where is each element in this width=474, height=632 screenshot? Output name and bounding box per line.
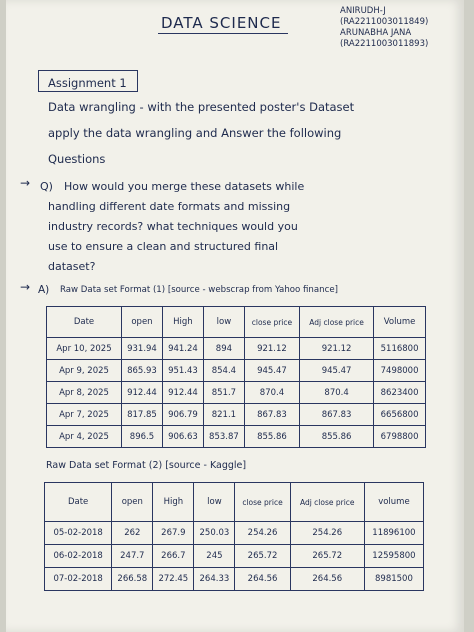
cell: 06-02-2018 xyxy=(45,545,112,568)
cell: 247.7 xyxy=(112,545,153,568)
cell: 12595800 xyxy=(364,545,423,568)
cell: 262 xyxy=(112,522,153,545)
author-name-2: ARUNABHA JANA xyxy=(340,28,412,38)
cell: 272.45 xyxy=(153,568,194,591)
header-open: open xyxy=(121,307,162,338)
header-close: close price xyxy=(244,307,299,338)
header-date: Date xyxy=(47,307,122,338)
cell: 250.03 xyxy=(194,522,235,545)
dataset-2-table xyxy=(44,482,424,591)
page-title: DATA SCIENCE xyxy=(161,14,282,32)
cell: 855.86 xyxy=(244,426,299,448)
cell: 870.4 xyxy=(300,382,374,404)
question-line: industry records? what techniques would you xyxy=(48,220,298,233)
cell: 912.44 xyxy=(162,382,203,404)
cell: 254.26 xyxy=(235,522,290,545)
cell: 264.33 xyxy=(194,568,235,591)
cell: 265.72 xyxy=(235,545,290,568)
header-high: High xyxy=(153,483,194,522)
cell: 264.56 xyxy=(235,568,290,591)
header-adj-close: Adj close price xyxy=(290,483,364,522)
cell: 245 xyxy=(194,545,235,568)
cell: 853.87 xyxy=(203,426,244,448)
cell: 8981500 xyxy=(364,568,423,591)
answer-label: A) xyxy=(38,284,50,296)
cell: 265.72 xyxy=(290,545,364,568)
cell: 865.93 xyxy=(121,360,162,382)
format-1-caption: Raw Data set Format (1) [source - webscrap from Yahoo finance] xyxy=(60,285,338,295)
header-volume: Volume xyxy=(374,307,426,338)
cell: 264.56 xyxy=(290,568,364,591)
table-row xyxy=(45,545,424,568)
header-low: low xyxy=(203,307,244,338)
cell: 11896100 xyxy=(364,522,423,545)
cell: 906.63 xyxy=(162,426,203,448)
cell: 941.24 xyxy=(162,338,203,360)
cell: 931.94 xyxy=(121,338,162,360)
header-volume: volume xyxy=(364,483,423,522)
question-line: use to ensure a clean and structured final xyxy=(48,240,279,253)
question-label: Q) xyxy=(40,180,53,193)
header-low: low xyxy=(194,483,235,522)
question-line: dataset? xyxy=(48,260,96,273)
dataset-1-table xyxy=(46,306,426,448)
cell: 867.83 xyxy=(244,404,299,426)
author-id-2: (RA2211003011893) xyxy=(340,39,429,49)
cell: Apr 8, 2025 xyxy=(47,382,122,404)
intro-line: apply the data wrangling and Answer the following xyxy=(48,126,342,140)
cell: 266.7 xyxy=(153,545,194,568)
cell: 8623400 xyxy=(374,382,426,404)
cell: 254.26 xyxy=(290,522,364,545)
cell: Apr 9, 2025 xyxy=(47,360,122,382)
cell: 921.12 xyxy=(244,338,299,360)
table-row xyxy=(45,522,424,545)
author-id-1: (RA2211003011849) xyxy=(340,17,429,27)
cell: 6656800 xyxy=(374,404,426,426)
cell: 817.85 xyxy=(121,404,162,426)
cell: 945.47 xyxy=(300,360,374,382)
format-2-caption: Raw Data set Format (2) [source - Kaggle] xyxy=(46,460,247,471)
header-close: close price xyxy=(235,483,290,522)
cell: 07-02-2018 xyxy=(45,568,112,591)
arrow-icon: → xyxy=(20,176,31,190)
cell: 855.86 xyxy=(300,426,374,448)
cell: 821.1 xyxy=(203,404,244,426)
cell: 05-02-2018 xyxy=(45,522,112,545)
author-names xyxy=(340,6,428,50)
table-row xyxy=(47,360,426,382)
cell: Apr 7, 2025 xyxy=(47,404,122,426)
table-header-row xyxy=(47,307,426,338)
table-row xyxy=(47,382,426,404)
header-open: open xyxy=(112,483,153,522)
table-row xyxy=(47,338,426,360)
cell: 945.47 xyxy=(244,360,299,382)
cell: 921.12 xyxy=(300,338,374,360)
notebook-page xyxy=(6,0,464,632)
cell: 912.44 xyxy=(121,382,162,404)
cell: 867.83 xyxy=(300,404,374,426)
cell: 854.4 xyxy=(203,360,244,382)
header-date: Date xyxy=(45,483,112,522)
cell: 7498000 xyxy=(374,360,426,382)
table-row xyxy=(45,568,424,591)
cell: 5116800 xyxy=(374,338,426,360)
cell: 951.43 xyxy=(162,360,203,382)
question-line: handling different date formats and missing xyxy=(48,200,291,213)
assignment-title: Assignment 1 xyxy=(48,76,127,90)
cell: Apr 10, 2025 xyxy=(47,338,122,360)
table-header-row xyxy=(45,483,424,522)
table-row xyxy=(47,426,426,448)
cell: 870.4 xyxy=(244,382,299,404)
cell: 906.79 xyxy=(162,404,203,426)
intro-line: Questions xyxy=(48,152,106,166)
cell: 6798800 xyxy=(374,426,426,448)
title-underline xyxy=(158,33,288,34)
cell: 896.5 xyxy=(121,426,162,448)
header-adj-close: Adj close price xyxy=(300,307,374,338)
author-name-1: ANIRUDH-J xyxy=(340,6,386,16)
cell: 267.9 xyxy=(153,522,194,545)
cell: 266.58 xyxy=(112,568,153,591)
header-high: High xyxy=(162,307,203,338)
question-line: How would you merge these datasets while xyxy=(64,180,305,193)
cell: Apr 4, 2025 xyxy=(47,426,122,448)
arrow-icon: → xyxy=(20,280,31,294)
cell: 894 xyxy=(203,338,244,360)
cell: 851.7 xyxy=(203,382,244,404)
intro-line: Data wrangling - with the presented poster's Dataset xyxy=(48,100,355,114)
table-row xyxy=(47,404,426,426)
